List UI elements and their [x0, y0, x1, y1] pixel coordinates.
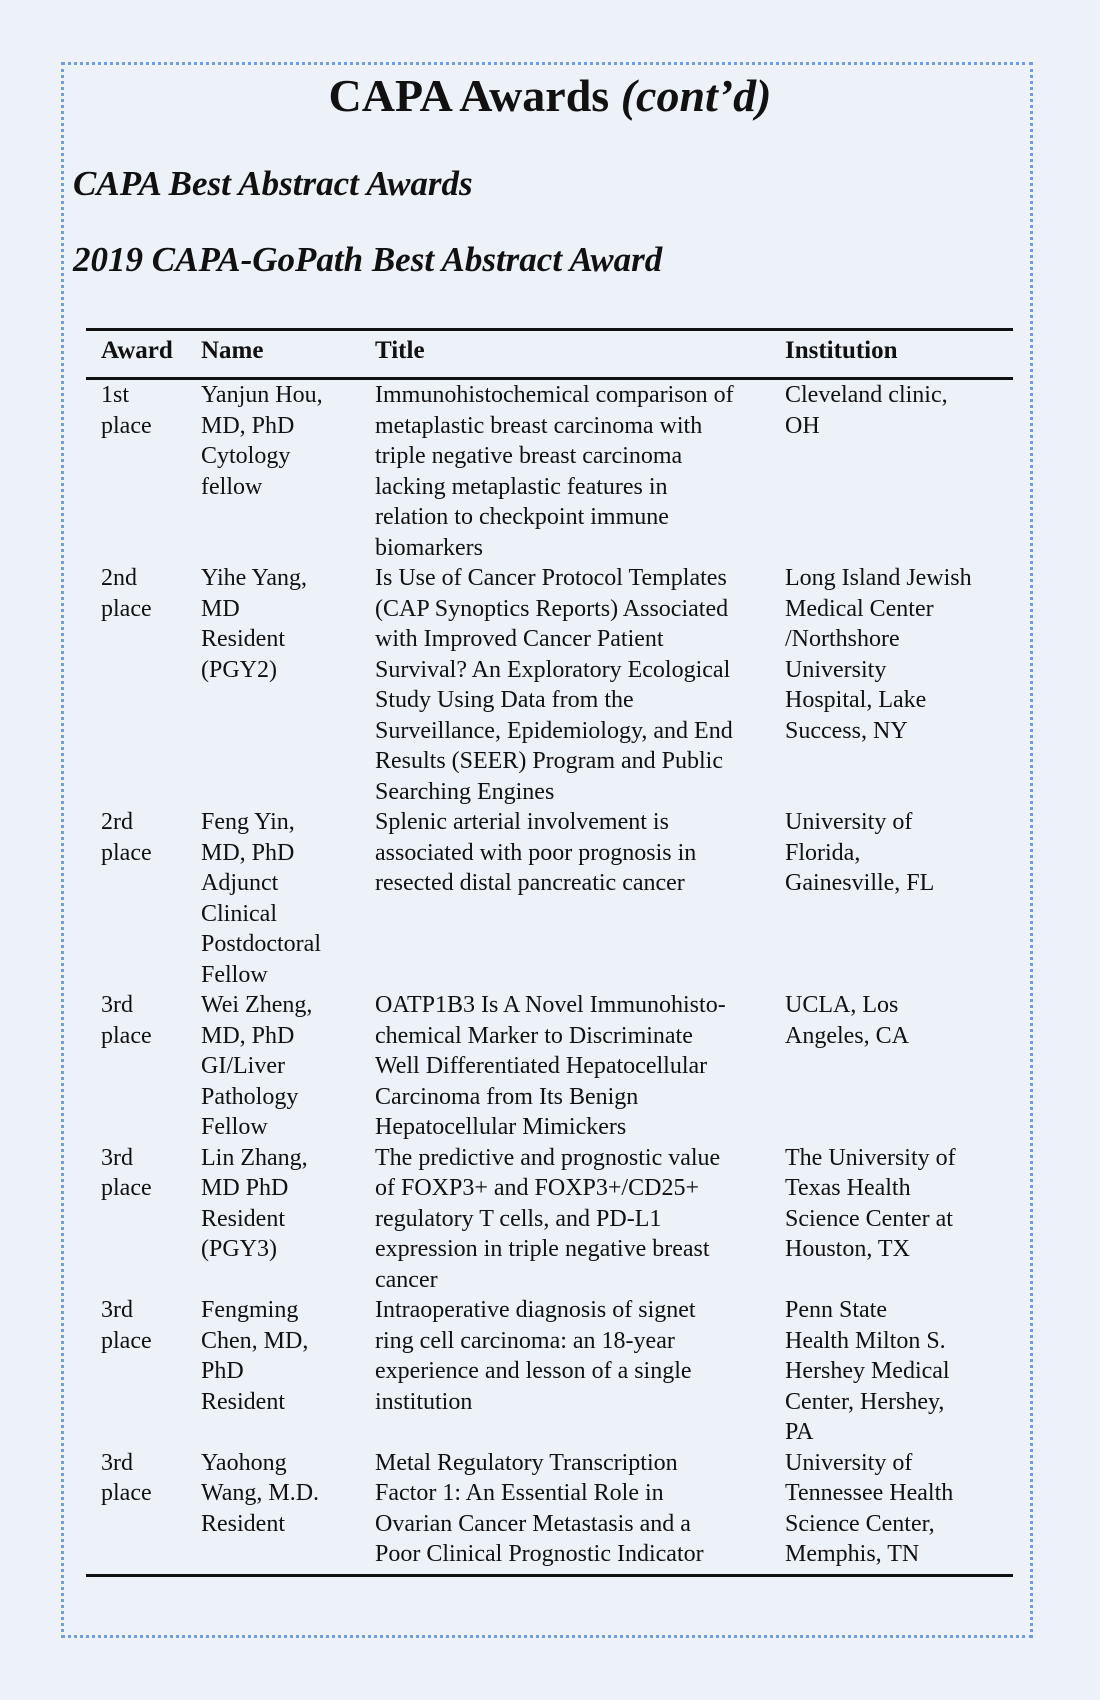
cell-institution — [785, 563, 1013, 807]
cell-title-line: Factor 1: An Essential Role in — [375, 1480, 664, 1506]
award-heading: 2019 CAPA-GoPath Best Abstract Award — [73, 240, 663, 279]
cell-name-line: MD PhD — [201, 1175, 289, 1201]
cell-award — [86, 1295, 201, 1448]
cell-award-line: place — [101, 1327, 152, 1354]
cell-title-line: Well Differentiated Hepatocellular — [375, 1053, 708, 1079]
cell-institution-line: Center, Hershey, — [785, 1388, 945, 1415]
table-row — [86, 990, 1013, 1143]
cell-name-line: GI/Liver — [201, 1053, 285, 1079]
header-row — [86, 330, 1013, 379]
cell-award-line: place — [101, 1480, 152, 1506]
header-title: Title — [375, 330, 785, 379]
cell-award-line: place — [101, 412, 152, 439]
cell-name-line: Wei Zheng, — [201, 992, 313, 1018]
table-header — [86, 330, 1013, 379]
cell-institution-line: Medical Center — [785, 595, 934, 622]
table-body — [86, 379, 1013, 1576]
cell-name-line: Chen, MD, — [201, 1327, 309, 1354]
cell-award — [86, 1448, 201, 1576]
cell-institution-line: Penn State — [785, 1297, 887, 1323]
cell-institution-line: Gainesville, FL — [785, 870, 935, 896]
cell-name-line: (PGY3) — [201, 1236, 277, 1262]
cell-title-line: with Improved Cancer Patient — [375, 626, 664, 652]
header-name: Name — [201, 330, 375, 379]
cell-name-line: Cytology — [201, 443, 291, 469]
cell-title-line: The predictive and prognostic value — [375, 1144, 721, 1171]
cell-title — [375, 1448, 785, 1576]
cell-name-line: (PGY2) — [201, 656, 277, 683]
cell-institution-line: /Northshore — [785, 626, 900, 652]
cell-name-line: Clinical — [201, 900, 277, 927]
cell-name-line: Resident — [201, 1510, 285, 1537]
cell-award-line: 3rd — [101, 1449, 133, 1476]
cell-name-line: MD, PhD — [201, 839, 295, 866]
cell-title — [375, 1295, 785, 1448]
table-row — [86, 807, 1013, 990]
cell-award-line: place — [101, 595, 152, 622]
cell-institution-line: Angeles, CA — [785, 1022, 909, 1049]
cell-institution — [785, 990, 1013, 1143]
cell-award-line: place — [101, 839, 152, 866]
cell-institution-line: Hospital, Lake — [785, 687, 927, 713]
cell-title-line: institution — [375, 1388, 473, 1415]
cell-title-line: Surveillance, Epidemiology, and End — [375, 717, 733, 744]
cell-name-line: Resident — [201, 1388, 285, 1415]
cell-institution-line: Houston, TX — [785, 1236, 910, 1262]
cell-name — [201, 807, 375, 990]
cell-name — [201, 379, 375, 564]
cell-award — [86, 563, 201, 807]
cell-title-line: biomarkers — [375, 534, 483, 561]
cell-award-line: 3rd — [101, 1144, 133, 1171]
cell-name-line: MD, PhD — [201, 412, 295, 439]
cell-award — [86, 990, 201, 1143]
cell-award — [86, 807, 201, 990]
cell-name-line: PhD — [201, 1358, 244, 1384]
page-title — [0, 68, 1100, 124]
cell-name-line: Lin Zhang, — [201, 1144, 308, 1171]
cell-name — [201, 563, 375, 807]
cell-name-line: Pathology — [201, 1083, 299, 1110]
cell-institution-line: PA — [785, 1419, 814, 1445]
cell-title-line: experience and lesson of a single — [375, 1358, 692, 1384]
cell-title-line: OATP1B3 Is A Novel Immunohisto- — [375, 992, 726, 1018]
cell-title-line: relation to checkpoint immune — [375, 504, 669, 530]
cell-name-line: Adjunct — [201, 870, 279, 896]
cell-title-line: Is Use of Cancer Protocol Templates — [375, 565, 727, 591]
table-row — [86, 1143, 1013, 1296]
cell-award-line: 3rd — [101, 992, 133, 1018]
cell-title — [375, 990, 785, 1143]
cell-title-line: Splenic arterial involvement is — [375, 809, 669, 835]
cell-institution-line: Health Milton S. — [785, 1327, 946, 1354]
cell-institution-line: Science Center, — [785, 1510, 935, 1537]
cell-institution-line: Tennessee Health — [785, 1480, 954, 1506]
cell-name-line: Feng Yin, — [201, 809, 295, 835]
cell-institution — [785, 1448, 1013, 1576]
cell-name-line: Yaohong — [201, 1449, 287, 1476]
cell-name-line: MD, PhD — [201, 1022, 295, 1049]
cell-name-line: Fellow — [201, 961, 268, 988]
cell-title-line: Poor Clinical Prognostic Indicator — [375, 1541, 704, 1567]
cell-title-line: Ovarian Cancer Metastasis and a — [375, 1510, 691, 1537]
cell-title — [375, 563, 785, 807]
page-title-suffix: (cont’d) — [620, 70, 772, 121]
cell-award-line: place — [101, 1175, 152, 1201]
cell-title-line: (CAP Synoptics Reports) Associated — [375, 595, 729, 622]
cell-institution — [785, 379, 1013, 564]
cell-award-line: 2rd — [101, 809, 133, 835]
awards-table — [86, 328, 1013, 1577]
cell-institution-line: Memphis, TN — [785, 1541, 920, 1567]
cell-title-line: resected distal pancreatic cancer — [375, 870, 685, 896]
cell-institution — [785, 807, 1013, 990]
header-award: Award — [86, 330, 201, 379]
cell-institution-line: University — [785, 656, 887, 683]
cell-institution-line: Science Center at — [785, 1205, 953, 1232]
cell-title — [375, 807, 785, 990]
cell-institution-line: Hershey Medical — [785, 1358, 950, 1384]
cell-title-line: triple negative breast carcinoma — [375, 443, 683, 469]
cell-institution — [785, 1295, 1013, 1448]
cell-title-line: chemical Marker to Discriminate — [375, 1022, 693, 1049]
cell-name — [201, 1295, 375, 1448]
cell-name-line: Wang, M.D. — [201, 1480, 320, 1506]
cell-name-line: Fellow — [201, 1114, 268, 1140]
cell-institution-line: The University of — [785, 1144, 956, 1171]
cell-title-line: Metal Regulatory Transcription — [375, 1449, 678, 1476]
cell-institution-line: Success, NY — [785, 717, 908, 744]
cell-title-line: Intraoperative diagnosis of signet — [375, 1297, 696, 1323]
cell-name — [201, 1143, 375, 1296]
table-row — [86, 1448, 1013, 1576]
cell-award-line: 1st — [101, 382, 130, 408]
cell-award — [86, 1143, 201, 1296]
cell-title — [375, 1143, 785, 1296]
cell-title-line: ring cell carcinoma: an 18-year — [375, 1327, 675, 1354]
cell-title-line: Survival? An Exploratory Ecological — [375, 656, 731, 683]
cell-name-line: Fengming — [201, 1297, 299, 1323]
cell-institution-line: Cleveland clinic, — [785, 382, 948, 408]
cell-institution-line: University of — [785, 1449, 913, 1476]
cell-name — [201, 990, 375, 1143]
cell-award — [86, 379, 201, 564]
cell-name — [201, 1448, 375, 1576]
cell-title-line: Immunohistochemical comparison of — [375, 382, 734, 408]
cell-award-line: 2nd — [101, 565, 137, 591]
cell-name-line: Resident — [201, 1205, 285, 1232]
cell-name-line: Yanjun Hou, — [201, 382, 323, 408]
cell-name-line: MD — [201, 595, 240, 622]
cell-title-line: Study Using Data from the — [375, 687, 634, 713]
cell-institution-line: Texas Health — [785, 1175, 911, 1201]
cell-name-line: Yihe Yang, — [201, 565, 308, 591]
cell-title-line: metaplastic breast carcinoma with — [375, 412, 703, 439]
cell-title-line: lacking metaplastic features in — [375, 473, 668, 500]
cell-title-line: cancer — [375, 1266, 438, 1293]
cell-institution-line: Long Island Jewish — [785, 565, 972, 591]
cell-award-line: place — [101, 1022, 152, 1049]
cell-institution-line: UCLA, Los — [785, 992, 899, 1018]
section-heading: CAPA Best Abstract Awards — [73, 164, 473, 203]
cell-title-line: expression in triple negative breast — [375, 1236, 710, 1262]
cell-title-line: regulatory T cells, and PD-L1 — [375, 1205, 662, 1232]
cell-title-line: Results (SEER) Program and Public — [375, 748, 723, 774]
cell-institution — [785, 1143, 1013, 1296]
table-row — [86, 563, 1013, 807]
cell-name-line: Postdoctoral — [201, 931, 321, 957]
table-row — [86, 1295, 1013, 1448]
page-title-main: CAPA Awards — [328, 70, 610, 121]
cell-award-line: 3rd — [101, 1297, 133, 1323]
cell-title-line: associated with poor prognosis in — [375, 839, 697, 866]
cell-title-line: Hepatocellular Mimickers — [375, 1114, 627, 1140]
cell-title-line: Carcinoma from Its Benign — [375, 1083, 639, 1110]
cell-name-line: fellow — [201, 473, 263, 500]
cell-name-line: Resident — [201, 626, 285, 652]
cell-institution-line: University of — [785, 809, 913, 835]
header-institution: Institution — [785, 330, 1013, 379]
table-row — [86, 379, 1013, 564]
cell-title — [375, 379, 785, 564]
cell-institution-line: OH — [785, 412, 820, 439]
cell-institution-line: Florida, — [785, 839, 861, 866]
cell-title-line: Searching Engines — [375, 778, 555, 805]
cell-title-line: of FOXP3+ and FOXP3+/CD25+ — [375, 1175, 699, 1201]
